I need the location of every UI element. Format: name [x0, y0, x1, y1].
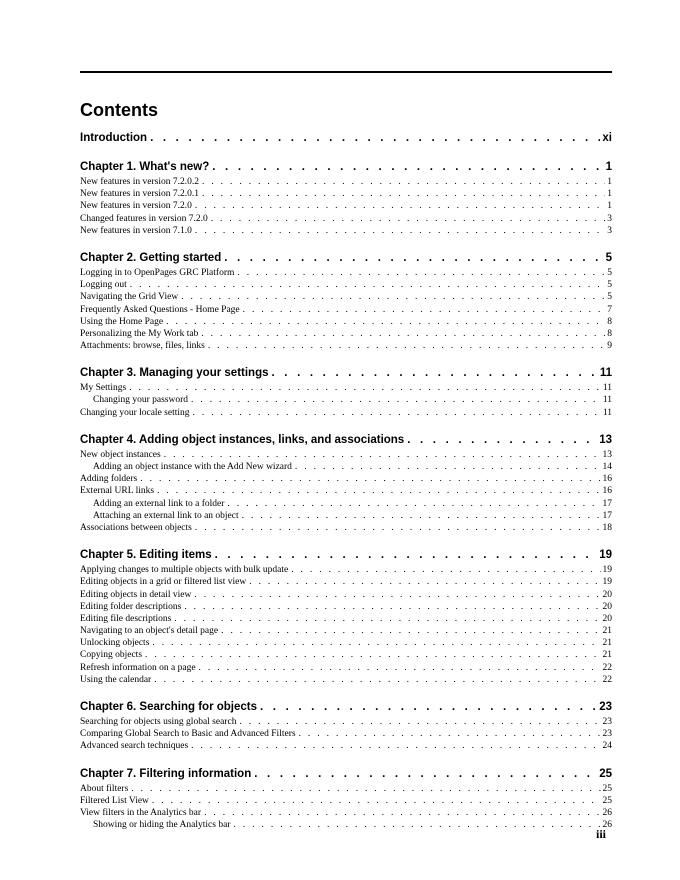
toc-entry-text: External URL links: [80, 486, 155, 497]
toc-chapter-7: [80, 766, 612, 832]
toc-entry[interactable]: [80, 473, 612, 485]
leader-dots: [224, 498, 600, 510]
chapter-heading[interactable]: [80, 250, 612, 266]
leader-dots: [246, 576, 600, 588]
toc-entry-page: 23: [599, 701, 612, 713]
toc-entry-page: 25: [602, 795, 612, 806]
chapter-heading[interactable]: [80, 159, 612, 175]
toc-entry-text: Associations between objects: [80, 522, 192, 533]
page-number: iii: [596, 827, 607, 841]
toc-entry-text: Attachments: browse, files, links: [80, 341, 205, 352]
page-title: Contents: [80, 100, 158, 120]
toc-entry-page: 8: [607, 316, 612, 327]
toc-entry-page: 11: [602, 407, 612, 418]
chapter-heading[interactable]: [80, 432, 612, 448]
toc-entry-text: Changed features in version 7.2.0: [80, 213, 208, 224]
leader-dots: [198, 328, 605, 340]
toc-entry-text: Refresh information on a page: [80, 662, 196, 673]
leader-dots: [199, 176, 605, 188]
toc-entry-page: 7: [607, 304, 612, 315]
toc-entry-page: 11: [602, 383, 612, 394]
toc-entry-text: Searching for objects using global search: [80, 717, 237, 727]
toc-entry-text: Adding an object instance with the Add New wizard: [93, 462, 292, 472]
toc-entry-text: Using the Home Page: [80, 316, 164, 327]
toc-chapter-2: [80, 250, 612, 352]
leader-dots: [239, 510, 601, 522]
toc-chapter-3: [80, 365, 612, 419]
toc-entry-page: 11: [599, 367, 612, 380]
toc-subentry[interactable]: [80, 394, 612, 406]
leader-dots: [201, 807, 600, 819]
toc-entry-text: Chapter 2. Getting started: [80, 251, 222, 264]
leader-dots: [192, 522, 601, 534]
leader-dots: [171, 613, 600, 625]
toc-entry-page: 13: [602, 449, 612, 460]
toc-entry-text: Navigating to an object's detail page: [80, 626, 219, 637]
toc-entry-page: 25: [602, 783, 612, 794]
leader-dots: [404, 432, 597, 448]
toc-entry[interactable]: [80, 267, 612, 279]
toc-entry[interactable]: [80, 176, 612, 188]
toc-entry[interactable]: [80, 213, 612, 225]
leader-dots: [269, 365, 598, 381]
toc-entry-page: 13: [599, 433, 612, 446]
toc-entry[interactable]: [80, 728, 612, 740]
toc-entry[interactable]: [80, 316, 612, 328]
toc-chapter-6: [80, 699, 612, 753]
toc-entry-text: Introduction: [80, 132, 148, 144]
toc-entry-page: 5: [605, 251, 612, 264]
toc-entry-text: Filtered List View: [80, 795, 149, 806]
toc-entry-text: Adding an external link to a folder: [93, 498, 225, 509]
leader-dots: [192, 225, 605, 237]
toc-entry[interactable]: [80, 625, 612, 637]
toc-entry-text: About filters: [80, 783, 129, 794]
leader-dots: [142, 649, 600, 661]
toc-entry[interactable]: [80, 795, 612, 807]
toc-entry-page: 1: [607, 189, 612, 200]
toc-chapter-5: [80, 547, 612, 686]
leader-dots: [137, 473, 600, 485]
toc-intro-entry[interactable]: [80, 130, 612, 146]
toc-entry[interactable]: [80, 589, 612, 601]
toc-intro-section: [80, 130, 612, 146]
toc-entry-page: 17: [602, 498, 612, 509]
leader-dots: [234, 267, 605, 279]
leader-dots: [149, 795, 601, 807]
toc-entry-page: 21: [602, 638, 612, 649]
toc-entry-page: 22: [602, 674, 612, 685]
leader-dots: [151, 674, 600, 686]
toc-entry-text: Chapter 6. Searching for objects: [80, 701, 258, 713]
leader-dots: [188, 394, 601, 406]
leader-dots: [209, 159, 603, 175]
toc-entry[interactable]: [80, 340, 612, 352]
toc-entry-page: 9: [607, 341, 612, 352]
toc-entry-page: 1: [607, 201, 612, 212]
toc-entry-text: Chapter 4. Adding object instances, links, and associations: [80, 433, 405, 446]
toc-subentry[interactable]: [80, 498, 612, 510]
leader-dots: [288, 564, 600, 576]
leader-dots: [163, 316, 605, 328]
leader-dots: [178, 291, 605, 303]
toc-entry-text: Changing your locale setting: [80, 407, 190, 418]
toc-entry-page: 21: [602, 626, 612, 637]
toc-entry-text: Editing folder descriptions: [80, 601, 182, 612]
toc-entry-page: 20: [602, 613, 612, 624]
toc-entry[interactable]: [80, 200, 612, 212]
toc-entry-page: xi: [602, 132, 612, 144]
toc-entry[interactable]: [80, 522, 612, 534]
leader-dots: [188, 740, 600, 752]
toc-entry[interactable]: [80, 601, 612, 613]
toc-entry-page: 8: [607, 328, 612, 339]
leader-dots: [221, 250, 603, 266]
toc-entry-text: Applying changes to multiple objects with bulk update: [80, 565, 289, 576]
leader-dots: [230, 819, 600, 831]
toc-entry-text: Advanced search techniques: [80, 741, 189, 752]
leader-dots: [190, 407, 601, 419]
toc-entry-page: 22: [602, 662, 612, 673]
toc-entry-text: Logging out: [80, 280, 127, 291]
leader-dots: [251, 766, 597, 782]
toc-entry[interactable]: [80, 637, 612, 649]
leader-dots: [208, 213, 606, 225]
leader-dots: [218, 625, 600, 637]
toc-entry-text: New features in version 7.2.0: [80, 201, 192, 212]
toc-entry-page: 5: [607, 267, 612, 278]
toc-entry[interactable]: [80, 382, 612, 394]
toc-entry-text: Editing objects in a grid or filtered list view: [80, 577, 247, 588]
toc-entry-text: Chapter 3. Managing your settings: [80, 367, 269, 380]
toc-entry-page: 16: [602, 486, 612, 497]
leader-dots: [181, 601, 600, 613]
toc-subentry[interactable]: [80, 510, 612, 522]
toc-entry[interactable]: [80, 716, 612, 728]
leader-dots: [196, 662, 601, 674]
toc-entry-text: Chapter 7. Filtering information: [80, 767, 252, 780]
toc-subentry[interactable]: [80, 819, 612, 831]
toc-entry-page: 5: [607, 292, 612, 303]
toc-entry[interactable]: [80, 225, 612, 237]
toc-entry-page: 16: [602, 474, 612, 485]
leader-dots: [240, 304, 606, 316]
toc-entry-page: 24: [602, 741, 612, 752]
toc-entry-text: My Settings: [80, 383, 127, 394]
toc-entry[interactable]: [80, 674, 612, 686]
toc-entry-page: 20: [602, 589, 612, 600]
toc-entry-text: New features in version 7.1.0: [80, 225, 192, 236]
chapter-heading[interactable]: [80, 699, 612, 715]
toc-entry[interactable]: [80, 613, 612, 625]
toc-entry[interactable]: [80, 279, 612, 291]
leader-dots: [127, 279, 606, 291]
toc-entry-page: 23: [602, 717, 612, 727]
toc-entry-text: Comparing Global Search to Basic and Advanced Filters: [80, 729, 296, 740]
toc-entry-page: 1: [605, 161, 612, 173]
toc-entry-page: 21: [602, 650, 612, 661]
leader-dots: [236, 716, 600, 728]
leader-dots: [161, 449, 601, 461]
toc-entry-text: Frequently Asked Questions - Home Page: [80, 304, 240, 315]
toc-entry-text: Attaching an external link to an object: [93, 510, 239, 521]
toc-entry[interactable]: [80, 740, 612, 752]
toc-entry-text: Chapter 1. What's new?: [80, 161, 210, 173]
leader-dots: [192, 200, 605, 212]
header-rule: [80, 71, 612, 73]
toc-entry-text: Navigating the Grid View: [80, 292, 179, 303]
toc-entry-page: 23: [602, 729, 612, 740]
toc-entry-page: 26: [602, 807, 612, 818]
toc-entry-page: 5: [607, 280, 612, 291]
toc-entry-page: 19: [599, 549, 612, 562]
toc-entry-text: New features in version 7.2.0.1: [80, 189, 199, 200]
toc-entry-text: New features in version 7.2.0.2: [80, 177, 199, 187]
toc-entry[interactable]: [80, 449, 612, 461]
toc-entry-text: Logging in to OpenPages GRC Platform: [80, 267, 235, 278]
toc-entry-page: 11: [602, 395, 612, 406]
chapter-heading[interactable]: [80, 766, 612, 782]
toc-entry[interactable]: [80, 576, 612, 588]
toc-entry[interactable]: [80, 783, 612, 795]
toc-entry-text: View filters in the Analytics bar: [80, 807, 202, 818]
toc-entry-page: 26: [602, 820, 612, 831]
table-of-contents: [80, 130, 612, 831]
toc-entry-text: Personalizing the My Work tab: [80, 328, 199, 339]
leader-dots: [205, 340, 605, 352]
toc-entry[interactable]: [80, 807, 612, 819]
toc-entry-text: Copying objects: [80, 650, 143, 661]
chapter-heading[interactable]: [80, 365, 612, 381]
leader-dots: [212, 547, 598, 563]
toc-entry[interactable]: [80, 564, 612, 576]
toc-entry-page: 25: [599, 767, 612, 780]
toc-chapter-1: [80, 159, 612, 237]
leader-dots: [191, 589, 600, 601]
toc-entry[interactable]: [80, 291, 612, 303]
toc-entry-page: 3: [607, 213, 612, 224]
toc-entry-text: Changing your password: [93, 395, 188, 406]
leader-dots: [154, 485, 600, 497]
toc-entry-page: 19: [602, 565, 612, 576]
toc-entry-text: Showing or hiding the Analytics bar: [93, 820, 231, 831]
leader-dots: [128, 783, 600, 795]
toc-entry-page: 14: [602, 462, 612, 472]
leader-dots: [149, 637, 600, 649]
leader-dots: [199, 188, 605, 200]
toc-entry-text: New object instances: [80, 449, 161, 460]
toc-entry-page: 20: [602, 601, 612, 612]
toc-entry-text: Editing file descriptions: [80, 613, 172, 624]
toc-entry[interactable]: [80, 407, 612, 419]
chapter-heading[interactable]: [80, 547, 612, 563]
toc-entry[interactable]: [80, 649, 612, 661]
leader-dots: [296, 728, 601, 740]
toc-entry-page: 18: [602, 522, 612, 533]
toc-entry-text: Chapter 5. Editing items: [80, 549, 212, 562]
toc-entry-page: 1: [607, 177, 612, 187]
leader-dots: [257, 699, 597, 715]
leader-dots: [147, 130, 600, 146]
toc-entry-text: Using the calendar: [80, 674, 152, 685]
toc-entry-text: Editing objects in detail view: [80, 589, 192, 600]
toc-entry-text: Adding folders: [80, 474, 138, 485]
toc-subentry[interactable]: [80, 461, 612, 473]
toc-entry-page: 19: [602, 577, 612, 588]
toc-entry-text: Unlocking objects: [80, 638, 150, 649]
leader-dots: [292, 461, 601, 473]
toc-entry[interactable]: [80, 328, 612, 340]
toc-chapter-4: [80, 432, 612, 534]
toc-entry-page: 3: [607, 225, 612, 236]
leader-dots: [126, 382, 601, 394]
toc-entry[interactable]: [80, 485, 612, 497]
toc-entry[interactable]: [80, 662, 612, 674]
toc-entry[interactable]: [80, 304, 612, 316]
toc-entry[interactable]: [80, 188, 612, 200]
toc-entry-page: 17: [602, 510, 612, 521]
